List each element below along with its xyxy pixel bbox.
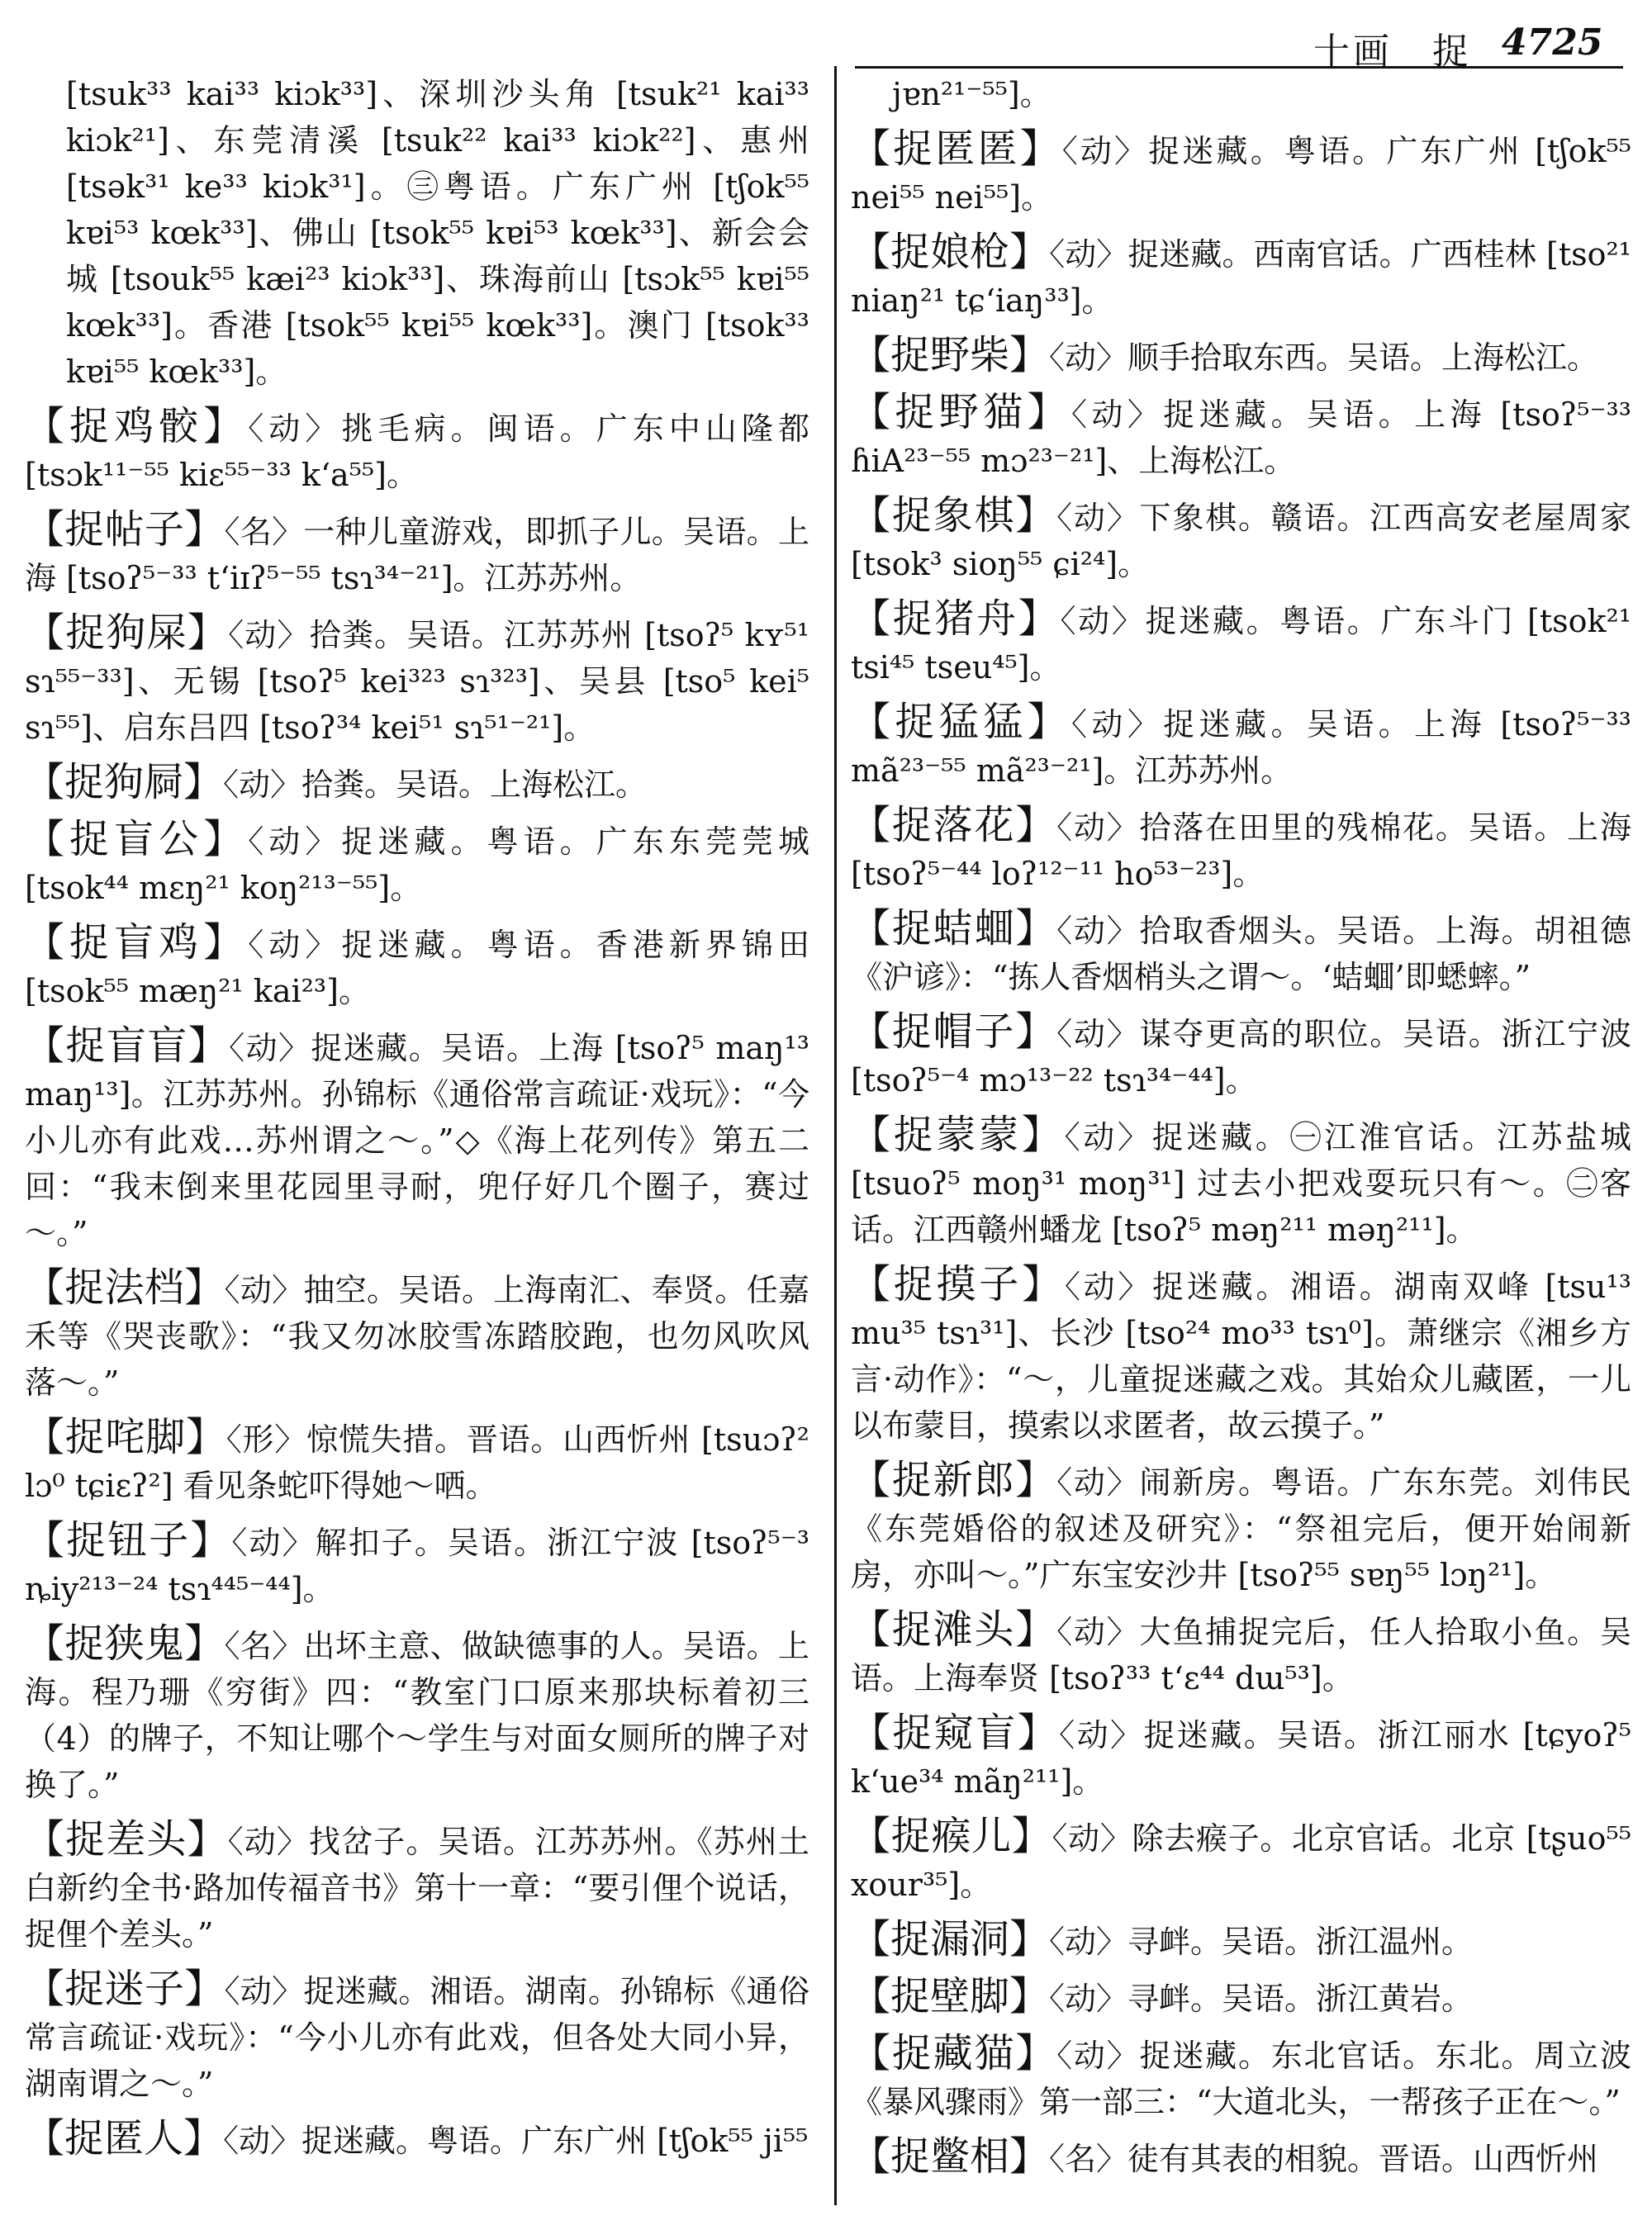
entry-definition: 〈动〉找岔子。吴语。江苏苏州。《苏州土白新约全书·路加传福音书》第十一章：“要引俚个说话，捉俚个差头。”: [25, 1824, 809, 1952]
entry-headword: 【捉帖子】: [25, 506, 225, 553]
entry-headword: 【捉滩头】: [851, 1606, 1057, 1653]
entry-headword: 【捉瘊儿】: [851, 1813, 1052, 1859]
entry-definition: 〈动〉捉迷藏。粤语。广东广州 [tʃok⁵⁵ nei⁵⁵ nei⁵⁵]。: [851, 133, 1631, 216]
dictionary-entry: [851, 1916, 1631, 1965]
dictionary-entry: [851, 229, 1631, 324]
dictionary-entry: [851, 905, 1631, 1000]
entry-headword: 【捉狗屎】: [25, 610, 229, 656]
dictionary-entry: [851, 1261, 1631, 1449]
entry-definition: 〈动〉解扣子。吴语。浙江宁波 [tsoʔ⁵⁻³ ȵiy²¹³⁻²⁴ tsɿ⁴⁴⁵⁻⁴⁴]。: [25, 1525, 809, 1607]
entry-headword: 【捉差头】: [25, 1816, 228, 1862]
entry-definition: 〈动〉下象棋。赣语。江西高安老屋周家 [tsok³ sioŋ⁵⁵ ɕi²⁴]。: [851, 500, 1631, 582]
dictionary-entry: [851, 699, 1631, 794]
left-column: [25, 71, 809, 2172]
entry-definition: 〈动〉捉迷藏。湘语。湖南。孙锦标《通俗常言疏证·戏玩》：“今小儿亦有此戏，但各处大同小异，湖南谓之～。”: [25, 1973, 809, 2102]
entry-headword: 【捉猛猛】: [851, 699, 1072, 745]
entry-definition: 〈动〉寻衅。吴语。浙江黄岩。: [1049, 1981, 1474, 2017]
dictionary-entry: [25, 1022, 809, 1256]
entry-headword: 【捉咤脚】: [25, 1414, 226, 1460]
section-title: 十画 捉: [1313, 31, 1472, 73]
dictionary-entry: [851, 1710, 1631, 1805]
dictionary-entry: [851, 1112, 1631, 1253]
entry-headword: 【捉钮子】: [25, 1517, 232, 1563]
entry-definition: 〈动〉捉迷藏。粤语。广东斗门 [tsok²¹ tsi⁴⁵ tseu⁴⁵]。: [851, 603, 1631, 686]
entry-headword: 【捉迷子】: [25, 1966, 225, 2012]
entry-definition: 〈名〉徒有其表的相貌。晋语。山西忻州: [1049, 2141, 1599, 2177]
column-divider: [834, 66, 837, 2205]
entry-headword: 【捉法档】: [25, 1264, 225, 1311]
entry-headword: 【捉壁脚】: [851, 1973, 1050, 2019]
right-column: [851, 71, 1631, 2190]
entry-definition: 〈动〉捉迷藏。粤语。香港新界锦田 [tsok⁵⁵ mæŋ²¹ kai²³]。: [25, 927, 809, 1009]
entry-headword: 【捉盲公】: [25, 816, 249, 862]
entry-headword: 【捉蛣蜖】: [851, 905, 1057, 951]
entry-definition: jɐn²¹⁻⁵⁵]。: [892, 76, 1051, 112]
entry-headword: 【捉匿匿】: [851, 126, 1062, 172]
dictionary-entry: [25, 1414, 809, 1509]
dictionary-entry: [25, 816, 809, 911]
dictionary-entry: [851, 71, 1631, 117]
dictionary-entry: [25, 1264, 809, 1406]
entry-definition: 〈动〉谋夺更高的职位。吴语。浙江宁波 [tsoʔ⁵⁻⁴ mɔ¹³⁻²² tsɿ³⁴⁻⁴⁴]。: [851, 1016, 1631, 1098]
entry-definition: 〈动〉捉迷藏。吴语。上海 [tsoʔ⁵⁻³³ ɦiA²³⁻⁵⁵ mɔ²³⁻²¹]、上海松江。: [851, 396, 1631, 479]
header-rule: [855, 66, 1623, 69]
entry-definition: 〈动〉拾粪。吴语。江苏苏州 [tsoʔ⁵ kʏ⁵¹ sɿ⁵⁵⁻³³]、无锡 [tsoʔ⁵ kei³²³ sɿ³²³]、吴县 [tso⁵ kei⁵ sɿ⁵⁵]、启东吕四 [tsoʔ³⁴ kei⁵¹ sɿ⁵¹⁻²¹]。: [25, 617, 809, 746]
dictionary-entry: [25, 71, 809, 395]
entry-definition: 〈动〉捉迷藏。湘语。湖南双峰 [tsu¹³ mu³⁵ tsɿ³¹]、长沙 [tso²⁴ mo³³ tsɿ⁰]。萧继宗《湘乡方言·动作》：“～，儿童捉迷藏之戏。其始众儿藏匿，一儿以布蒙目，摸索以求匿者，故云摸子。”: [851, 1269, 1631, 1444]
entry-definition: 〈形〉惊慌失措。晋语。山西忻州 [tsuɔʔ² lɔ⁰ tɕiɛʔ²] 看见条蛇吓得她～哂。: [25, 1421, 809, 1504]
dictionary-entry: [851, 492, 1631, 587]
dictionary-entry: [851, 389, 1631, 484]
entry-definition: 〈动〉闹新房。粤语。广东东莞。刘伟民《东莞婚俗的叙述及研究》：“祭祖完后，便开始闹新房，亦叫～。”广东宝安沙井 [tsoʔ⁵⁵ sɐŋ⁵⁵ lɔŋ²¹]。: [851, 1464, 1631, 1593]
dictionary-entry: [25, 1816, 809, 1957]
dictionary-entry: [25, 919, 809, 1014]
dictionary-entry: [851, 2133, 1631, 2182]
dictionary-entry: [851, 332, 1631, 381]
dictionary-entry: [851, 1008, 1631, 1103]
page-header: [0, 0, 1652, 74]
entry-headword: 【捉盲鸡】: [25, 919, 249, 966]
entry-headword: 【捉娘枪】: [851, 229, 1050, 275]
dictionary-entry: [851, 1606, 1631, 1701]
entry-headword: 【捉蒙蒙】: [851, 1112, 1065, 1158]
dictionary-entry: [25, 1620, 809, 1808]
dictionary-entry: [851, 126, 1631, 221]
dictionary-entry: [25, 610, 809, 751]
entry-definition: 〈动〉捉迷藏。吴语。浙江丽水 [tɕyoʔ⁵ k‘ue³⁴ mãŋ²¹¹]。: [851, 1717, 1631, 1800]
entry-headword: 【捉狗屙】: [25, 759, 224, 805]
dictionary-entry: [851, 2030, 1631, 2125]
entry-definition: 〈动〉拾落在田里的残棉花。吴语。上海 [tsoʔ⁵⁻⁴⁴ loʔ¹²⁻¹¹ ho⁵³⁻²³]。: [851, 809, 1631, 892]
entry-headword: 【捉象棋】: [851, 492, 1057, 539]
entry-definition: 〈动〉大鱼捕捉完后，任人拾取小鱼。吴语。上海奉贤 [tsoʔ³³ t‘ɛ⁴⁴ dɯ⁵³]。: [851, 1614, 1631, 1696]
entry-headword: 【捉野柴】: [851, 332, 1050, 378]
entry-definition: 〈动〉捉迷藏。粤语。广东广州 [tʃok⁵⁵ ji⁵⁵: [223, 2123, 809, 2159]
entry-definition: 〈动〉捉迷藏。吴语。上海 [tsoʔ⁵⁻³³ mã²³⁻⁵⁵ mã²³⁻²¹]。江苏苏州。: [851, 706, 1631, 789]
dictionary-entry: [25, 506, 809, 601]
entry-definition: 〈动〉捉迷藏。西南官话。广西桂林 [tso²¹ niaŋ²¹ tɕ‘iaŋ³³]。: [851, 236, 1631, 319]
dictionary-entry: [25, 1517, 809, 1612]
entry-definition: 〈动〉拾粪。吴语。上海松江。: [223, 766, 648, 803]
dictionary-entry: [25, 1966, 809, 2107]
dictionary-entry: [851, 802, 1631, 897]
entry-headword: 【捉盲盲】: [25, 1022, 230, 1069]
entry-headword: 【捉落花】: [851, 802, 1057, 848]
entry-headword: 【捉新郎】: [851, 1457, 1057, 1503]
entry-definition: 〈动〉顺手拾取东西。吴语。上海松江。: [1049, 339, 1599, 376]
entry-definition: 〈动〉除去瘊子。北京官话。北京 [tʂuo⁵⁵ xour³⁵]。: [851, 1820, 1631, 1903]
entry-headword: 【捉狭鬼】: [25, 1620, 225, 1667]
page-number: 4725: [1502, 21, 1603, 64]
dictionary-entry: [25, 759, 809, 808]
entry-headword: 【捉帽子】: [851, 1008, 1057, 1055]
entry-headword: 【捉鳖相】: [851, 2133, 1050, 2180]
entry-definition: 〈动〉捉迷藏。㊀江淮官话。江苏盐城 [tsuoʔ⁵ moŋ³¹ moŋ³¹] 过去小把戏耍玩只有～。㊁客话。江西赣州蟠龙 [tsoʔ⁵ məŋ²¹¹ məŋ²¹¹]。: [851, 1119, 1631, 1248]
entry-headword: 【捉摸子】: [851, 1261, 1065, 1307]
dictionary-entry: [851, 1813, 1631, 1908]
entry-definition: 〈动〉捉迷藏。东北官话。东北。周立波《暴风骤雨》第一部三：“大道北头，一帮孩子正在～。”: [851, 2038, 1631, 2120]
dictionary-entry: [851, 595, 1631, 690]
entry-definition: 〈动〉捉迷藏。粤语。广东东莞莞城 [tsok⁴⁴ mɛŋ²¹ koŋ²¹³⁻⁵⁵]。: [25, 823, 809, 906]
entry-headword: 【捉漏洞】: [851, 1916, 1050, 1962]
entry-headword: 【捉野猫】: [851, 389, 1072, 435]
entry-headword: 【捉匿人】: [25, 2115, 224, 2161]
entry-definition: [tsuk³³ kai³³ kiɔk³³]、深圳沙头角 [tsuk²¹ kai³³ kiɔk²¹]、东莞清溪 [tsuk²² kai³³ kiɔk²²]、惠州 [tsək³¹ ke³³ kiɔk³¹]。㊂粤语。广东广州 [tʃok⁵⁵ kɐi⁵³ kœk³³]、佛山 [tsok⁵⁵ kɐi⁵³ kœk³³]、新会会城 [tsouk⁵⁵ kæi²³ kiɔk³³]、珠海前山 [tsɔk⁵⁵ kɐi⁵⁵ kœk³³]。香港 [tsok⁵⁵ kɐi⁵⁵ kœk³³]。澳门 [tsok³³ kɐi⁵⁵ kœk³³]。: [66, 76, 809, 390]
entry-definition: 〈名〉一种儿童游戏，即抓子儿。吴语。上海 [tsoʔ⁵⁻³³ t‘iɪʔ⁵⁻⁵⁵ tsɿ³⁴⁻²¹]。江苏苏州。: [25, 514, 809, 596]
entry-definition: 〈动〉捉迷藏。吴语。上海 [tsoʔ⁵ maŋ¹³ maŋ¹³]。江苏苏州。孙锦标《通俗常言疏证·戏玩》：“今小儿亦有此戏…苏州谓之～。”◇《海上花列传》第五二回：“我末倒来里花园里寻耐，兜仔好几个圈子，赛过～。”: [25, 1030, 809, 1251]
entry-definition: 〈动〉拾取香烟头。吴语。上海。胡祖德《沪谚》：“拣人香烟梢头之谓～。‘蛣蜖’即蟋蟀。”: [851, 913, 1631, 995]
dictionary-entry: [25, 403, 809, 498]
entry-definition: 〈动〉挑毛病。闽语。广东中山隆都 [tsɔk¹¹⁻⁵⁵ kiɛ⁵⁵⁻³³ k‘a⁵⁵]。: [25, 410, 809, 493]
entry-headword: 【捉窥盲】: [851, 1710, 1060, 1756]
dictionary-entry: [25, 2115, 809, 2164]
entry-headword: 【捉鸡骹】: [25, 403, 249, 449]
entry-definition: 〈动〉寻衅。吴语。浙江温州。: [1049, 1924, 1474, 1960]
entry-headword: 【捉藏猫】: [851, 2030, 1057, 2076]
entry-headword: 【捉猪舟】: [851, 595, 1061, 642]
entry-definition: 〈名〉出坏主意、做缺德事的人。吴语。上海。程乃珊《穷街》四：“教室门口原来那块标着初三（4）的牌子，不知让哪个～学生与对面女厕所的牌子对换了。”: [25, 1628, 809, 1803]
dictionary-entry: [851, 1457, 1631, 1598]
dictionary-entry: [851, 1973, 1631, 2022]
entry-definition: 〈动〉抽空。吴语。上海南汇、奉贤。任嘉禾等《哭丧歌》：“我又勿冰胶雪冻踏胶跑，也勿风吹风落～。”: [25, 1272, 809, 1401]
